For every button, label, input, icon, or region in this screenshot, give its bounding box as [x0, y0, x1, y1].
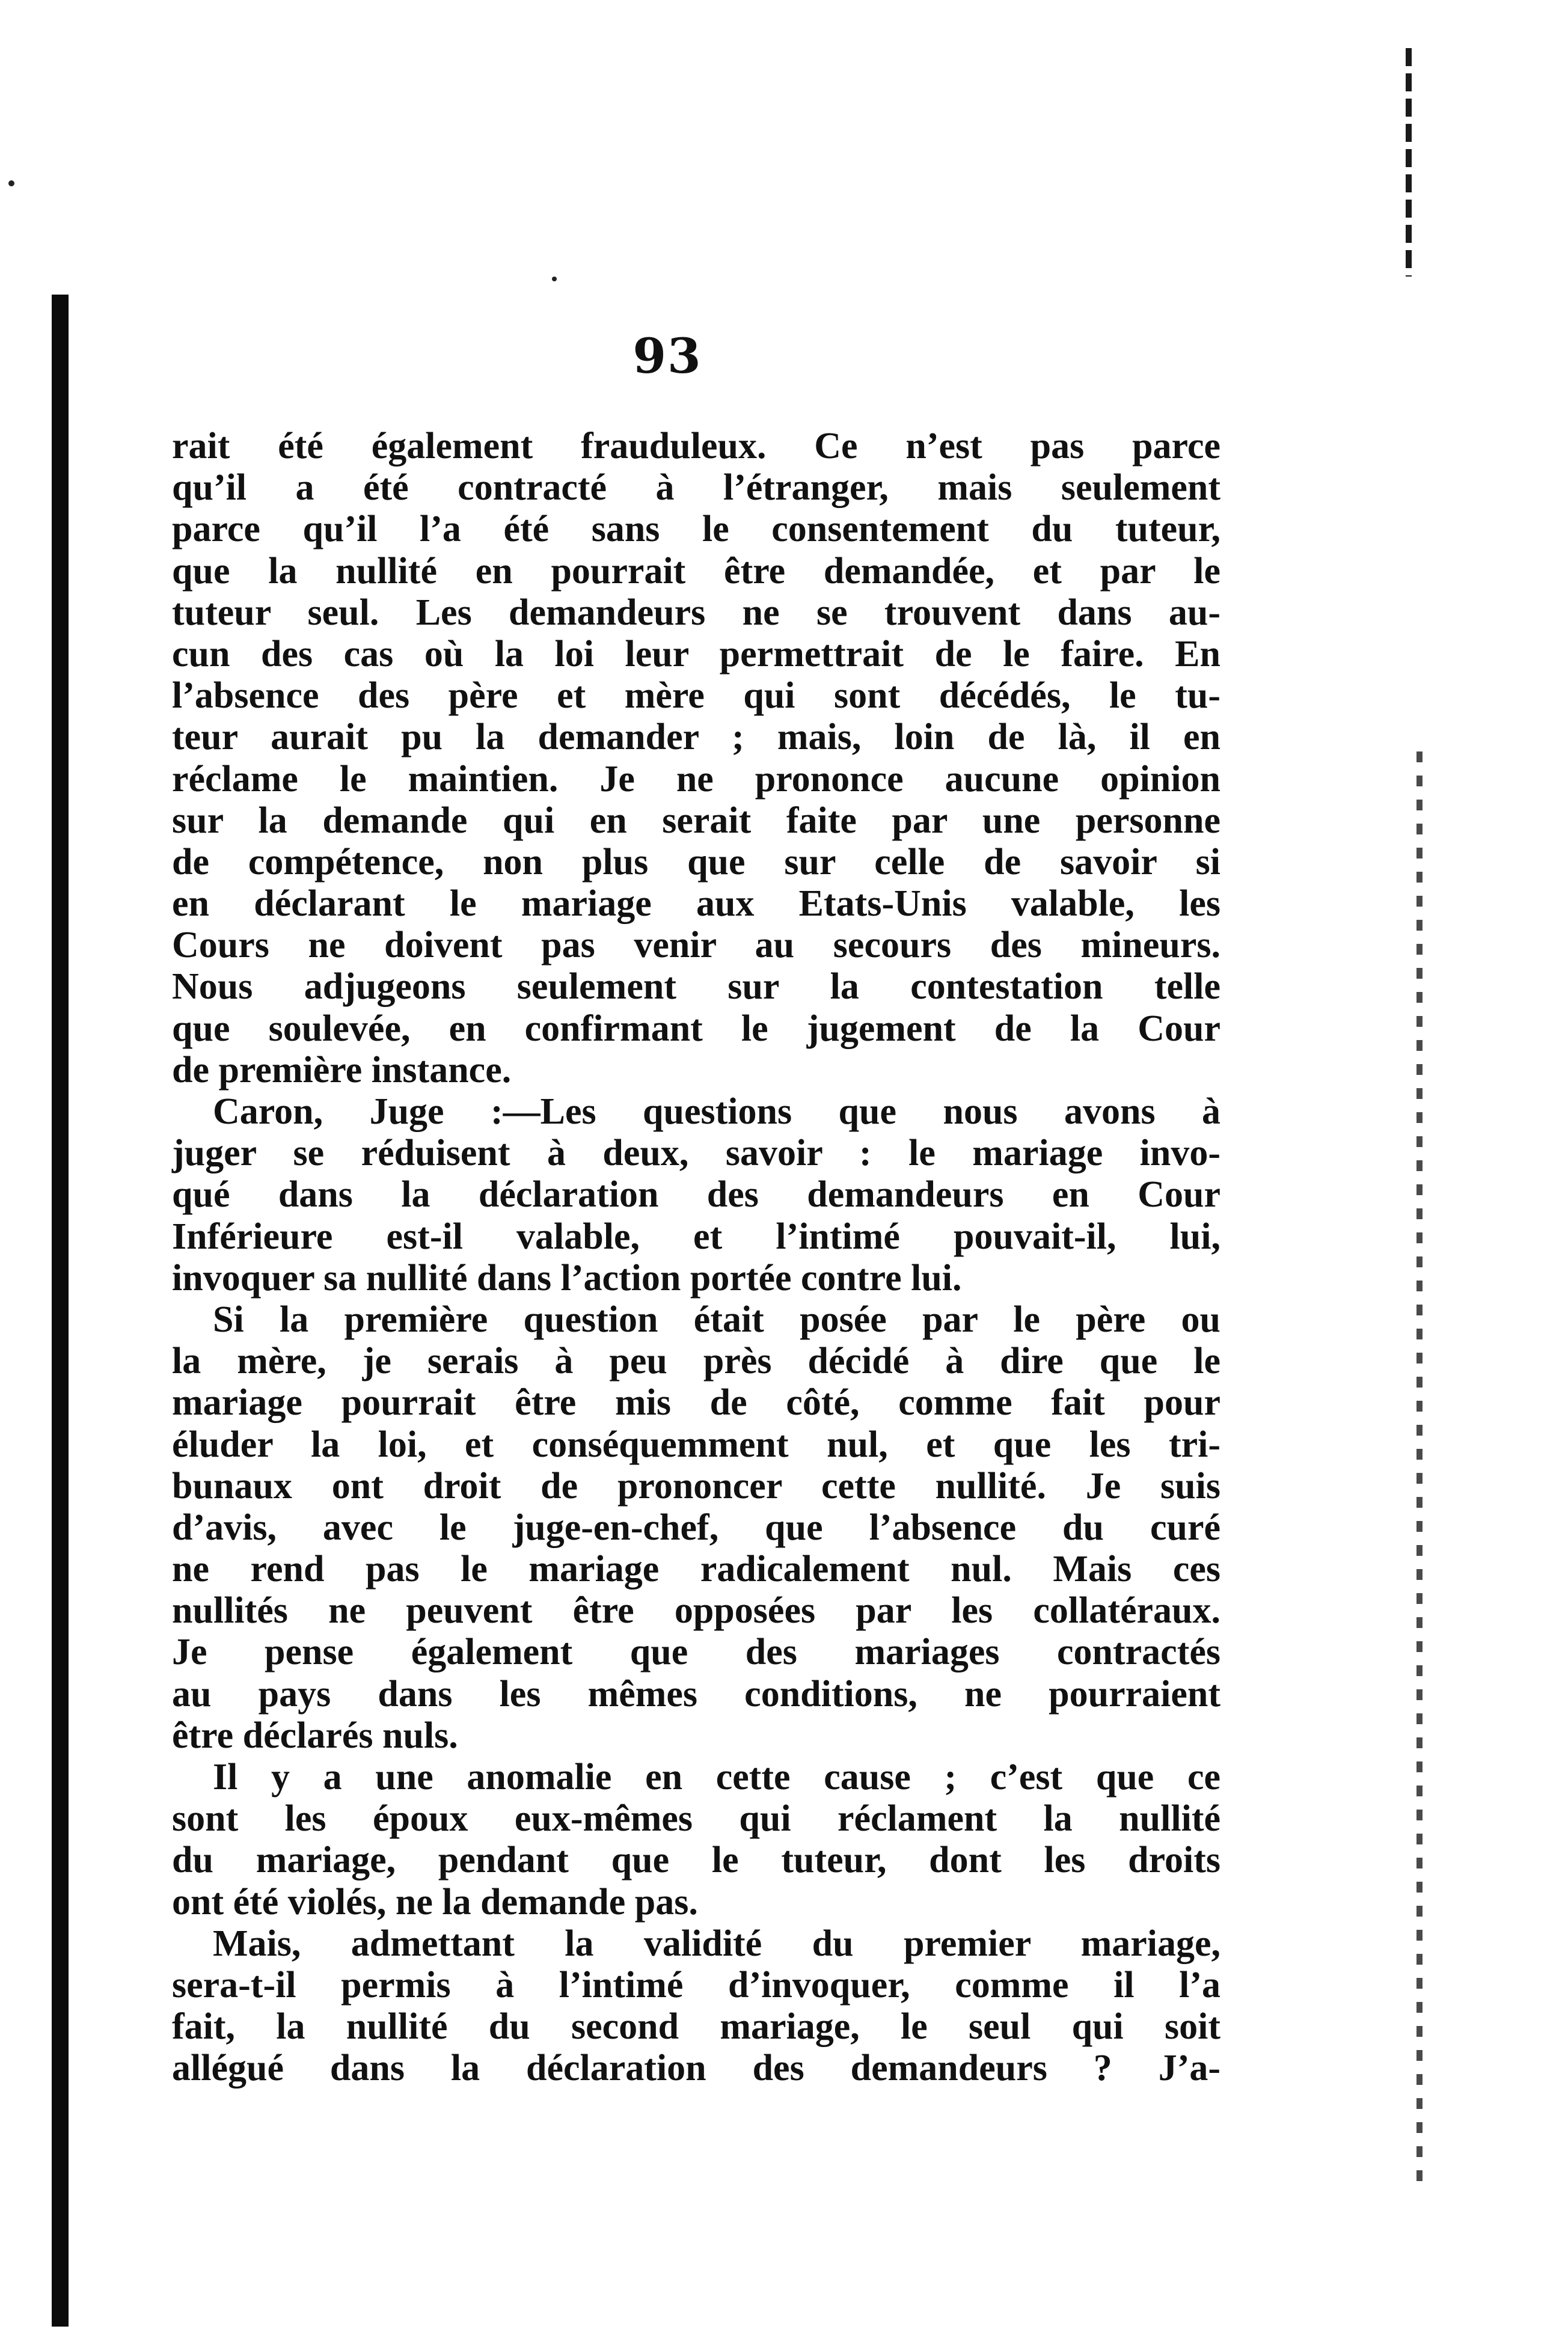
text-line: Inférieure est-il valable, et l’intimé pouvait-il, lui, [172, 1216, 1220, 1257]
text-line: réclame le maintien. Je ne prononce aucune opinion [172, 758, 1220, 800]
text-line: ne rend pas le mariage radicalement nul. Mais ces [172, 1549, 1220, 1590]
text-line: Cours ne doivent pas venir au secours des mineurs. [172, 925, 1220, 966]
text-line: invoquer sa nullité dans l’action portée contre lui. [172, 1257, 962, 1299]
scan-edge-left [52, 295, 69, 2327]
text-line: nullités ne peuvent être opposées par les collatéraux. [172, 1590, 1220, 1632]
text-line: en déclarant le mariage aux Etats-Unis valable, les [172, 883, 1220, 925]
text-line: du mariage, pendant que le tuteur, dont les droits [172, 1840, 1220, 1881]
text-line: sont les époux eux-mêmes qui réclament la nullité [172, 1798, 1220, 1840]
text-line: la mère, je serais à peu près décidé à dire que le [172, 1341, 1220, 1382]
text-line: Caron, Juge :—Les questions que nous avons à [213, 1091, 1220, 1132]
text-line: Il y a une anomalie en cette cause ; c’est que ce [213, 1757, 1220, 1798]
text-line: de compétence, non plus que sur celle de savoir si [172, 841, 1220, 883]
scan-edge-right-top [1406, 48, 1412, 277]
text-line: parce qu’il l’a été sans le consentement du tuteur, [172, 509, 1220, 550]
text-line: être déclarés nuls. [172, 1715, 458, 1756]
text-line: de première instance. [172, 1049, 512, 1091]
text-line: que la nullité en pourrait être demandée, et par le [172, 550, 1220, 592]
scan-edge-right [1416, 751, 1423, 2182]
page-number: 93 [632, 328, 702, 384]
scan-speck [8, 180, 14, 186]
text-line: l’absence des père et mère qui sont décédés, le tu- [172, 675, 1220, 717]
text-line: cun des cas où la loi leur permettrait de le faire. En [172, 633, 1220, 675]
text-line: sera-t-il permis à l’intimé d’invoquer, comme il l’a [172, 1964, 1220, 2006]
text-line: qu’il a été contracté à l’étranger, mais seulement [172, 467, 1220, 509]
text-line: d’avis, avec le juge-en-chef, que l’absence du curé [172, 1507, 1220, 1548]
text-line: au pays dans les mêmes conditions, ne pourraient [172, 1673, 1220, 1715]
text-line: éluder la loi, et conséquemment nul, et que les tri- [172, 1424, 1220, 1465]
text-line: juger se réduisent à deux, savoir : le mariage invo- [172, 1133, 1220, 1174]
text-line: sur la demande qui en serait faite par une personne [172, 800, 1220, 841]
text-line: Je pense également que des mariages contractés [172, 1632, 1220, 1673]
text-line: rait été également frauduleux. Ce n’est pas parce [172, 426, 1220, 467]
text-line: allégué dans la déclaration des demandeurs ? J’a- [172, 2048, 1220, 2089]
text-line: qué dans la déclaration des demandeurs en Cour [172, 1174, 1220, 1216]
body-text [172, 426, 1220, 2090]
text-line: teur aurait pu la demander ; mais, loin de là, il en [172, 717, 1220, 758]
text-line: tuteur seul. Les demandeurs ne se trouvent dans au- [172, 592, 1220, 633]
text-line: mariage pourrait être mis de côté, comme fait pour [172, 1382, 1220, 1424]
scan-speck [552, 277, 557, 281]
text-line: que soulevée, en confirmant le jugement de la Cour [172, 1008, 1220, 1049]
text-line: Nous adjugeons seulement sur la contestation telle [172, 966, 1220, 1008]
text-line: Mais, admettant la validité du premier mariage, [213, 1923, 1220, 1964]
text-line: fait, la nullité du second mariage, le seul qui soit [172, 2006, 1220, 2048]
text-line: Si la première question était posée par le père ou [213, 1299, 1220, 1340]
text-line: bunaux ont droit de prononcer cette nullité. Je suis [172, 1465, 1220, 1507]
text-line: ont été violés, ne la demande pas. [172, 1881, 698, 1923]
